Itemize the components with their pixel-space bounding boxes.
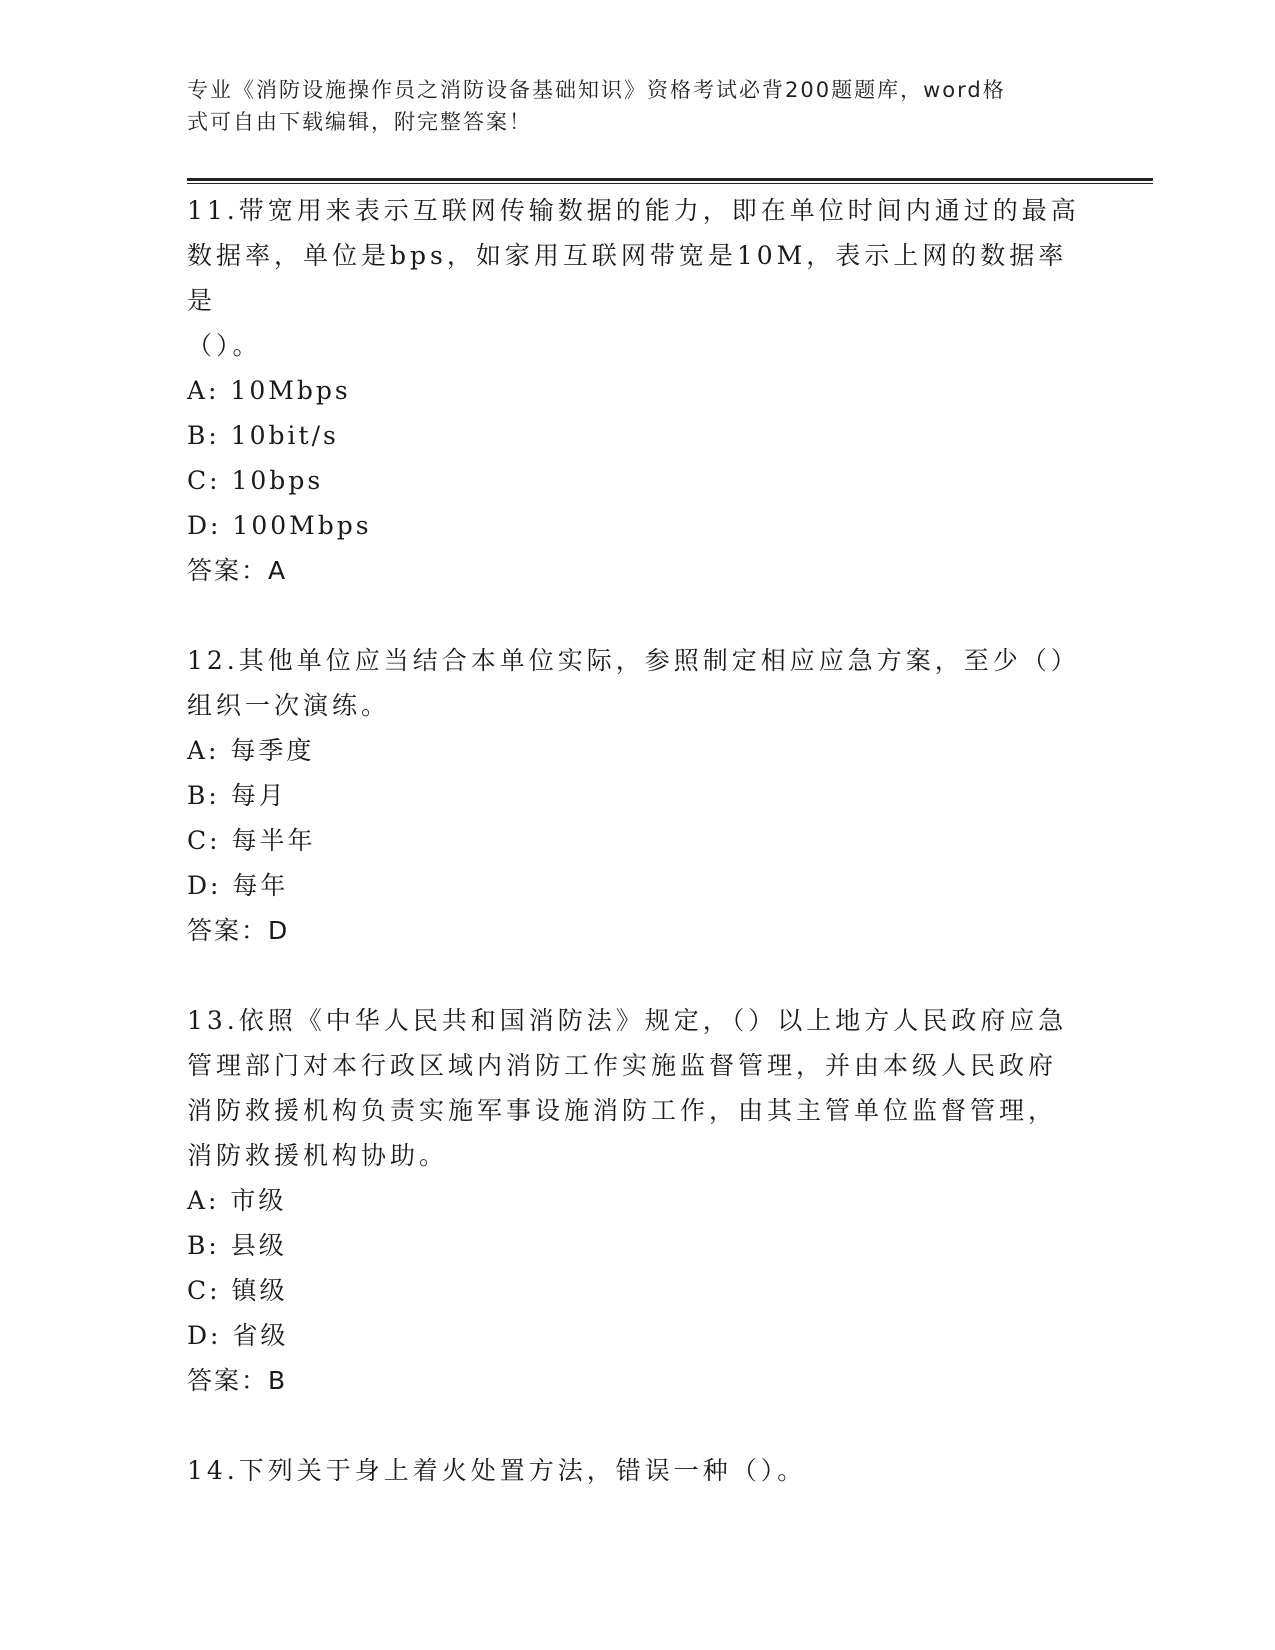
question-spacer	[187, 593, 1087, 638]
question-12	[187, 638, 1087, 998]
question-stem-line: 消防救援机构负责实施军事设施消防工作，由其主管单位监督管理，	[187, 1096, 1058, 1125]
header-line-2: 式可自由下载编辑，附完整答案！	[187, 110, 532, 134]
question-spacer	[187, 953, 1087, 998]
question-spacer	[187, 1403, 1087, 1448]
option-d: D: 每年	[187, 871, 289, 900]
option-c: C: 镇级	[187, 1276, 288, 1305]
option-b: B: 每月	[187, 781, 287, 810]
answer: 答案：D	[187, 916, 290, 945]
question-stem-line: 数据率，单位是bps，如家用互联网带宽是10M，表示上网的数据率是	[187, 241, 1068, 315]
question-stem-line: 14.下列关于身上着火处置方法，错误一种（）。	[187, 1456, 807, 1485]
header-line-1: 专业《消防设施操作员之消防设备基础知识》资格考试必背200题题库，word格	[187, 78, 1006, 102]
question-stem-line: 13.依照《中华人民共和国消防法》规定，（）以上地方人民政府应急	[187, 1006, 1068, 1035]
option-a: A: 每季度	[187, 736, 315, 765]
option-c: C: 10bps	[187, 466, 324, 495]
header-divider-thin	[187, 183, 1153, 184]
question-stem-line: 12.其他单位应当结合本单位实际，参照制定相应应急方案，至少（）	[187, 646, 1080, 675]
question-stem-line: 组织一次演练。	[187, 691, 391, 720]
answer: 答案：A	[187, 556, 288, 585]
question-list	[187, 188, 1087, 1493]
question-11	[187, 188, 1087, 638]
question-stem-line: 11.带宽用来表示互联网传输数据的能力，即在单位时间内通过的最高	[187, 196, 1080, 225]
answer: 答案：B	[187, 1366, 288, 1395]
header-divider-thick	[187, 178, 1153, 181]
option-a: A: 10Mbps	[187, 376, 351, 405]
question-stem-line: （）。	[187, 331, 262, 360]
option-b: B: 县级	[187, 1231, 287, 1260]
option-d: D: 省级	[187, 1321, 289, 1350]
question-14	[187, 1448, 1087, 1493]
option-d: D: 100Mbps	[187, 511, 372, 540]
option-b: B: 10bit/s	[187, 421, 339, 450]
question-stem-line: 管理部门对本行政区域内消防工作实施监督管理，并由本级人民政府	[187, 1051, 1058, 1080]
question-stem-line: 消防救援机构协助。	[187, 1141, 449, 1170]
option-c: C: 每半年	[187, 826, 316, 855]
document-header	[187, 74, 1067, 138]
question-13	[187, 998, 1087, 1448]
option-a: A: 市级	[187, 1186, 287, 1215]
